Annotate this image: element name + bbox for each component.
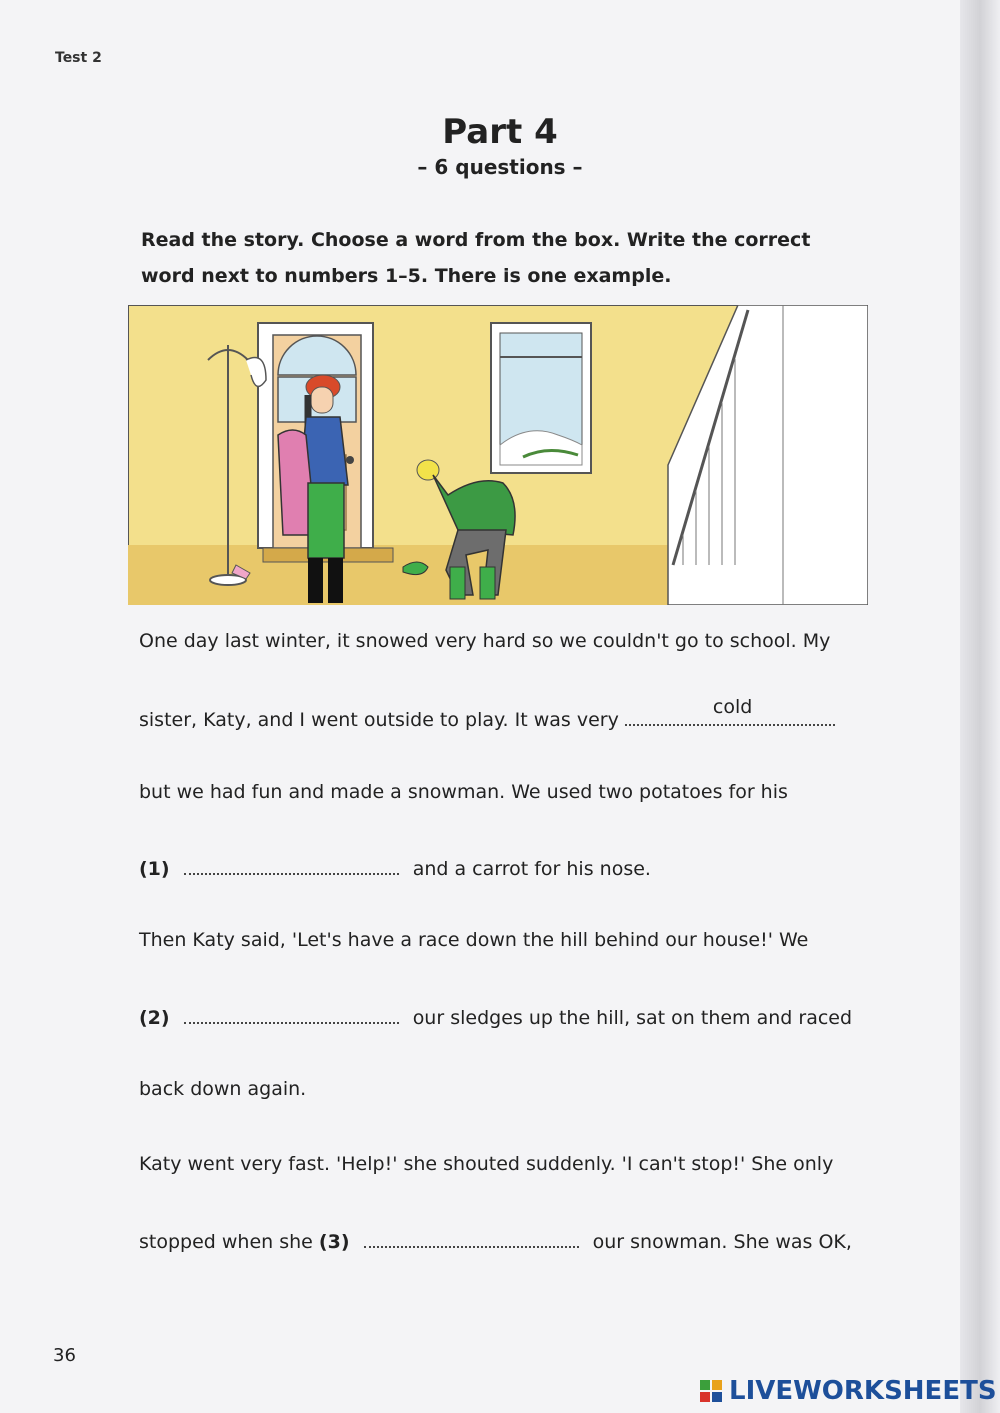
question-3-text-after: our snowman. She was OK,	[592, 1231, 852, 1253]
story-line-8: Katy went very fast. 'Help!' she shouted suddenly. 'I can't stop!' She only	[139, 1153, 834, 1175]
example-blank	[625, 696, 835, 726]
question-2-text: our sledges up the hill, sat on them and raced	[412, 1007, 853, 1029]
question-2-number: (2)	[139, 1007, 170, 1029]
story-illustration	[128, 305, 868, 605]
liveworksheets-logo-icon	[700, 1380, 722, 1402]
question-1-answer-blank[interactable]	[184, 855, 399, 875]
question-3-text-before: stopped when she	[139, 1231, 313, 1253]
part-subtitle: – 6 questions –	[417, 155, 583, 179]
question-1-line	[139, 855, 859, 880]
question-2-answer-blank[interactable]	[184, 1004, 399, 1024]
question-1-text: and a carrot for his nose.	[412, 858, 651, 880]
liveworksheets-text: LIVEWORKSHEETS	[729, 1376, 997, 1406]
question-3-answer-blank[interactable]	[364, 1228, 579, 1248]
liveworksheets-watermark	[700, 1376, 997, 1406]
story-line-2	[139, 696, 859, 731]
book-spine-shadow	[960, 0, 1000, 1413]
question-1-number: (1)	[139, 858, 170, 880]
question-3-number: (3)	[318, 1231, 350, 1253]
example-answer: cold	[712, 696, 753, 718]
question-2-line	[139, 1004, 859, 1029]
story-line-3: but we had fun and made a snowman. We used two potatoes for his	[139, 781, 788, 803]
question-3-line	[139, 1228, 859, 1253]
part-title: Part 4	[442, 112, 558, 152]
test-label: Test 2	[55, 50, 102, 66]
door-knob	[346, 456, 354, 464]
instructions: Read the story. Choose a word from the box. Write the correct word next to numbers 1–5. There is one example.	[141, 229, 811, 287]
story-line-5: Then Katy said, 'Let's have a race down the hill behind our house!' We	[139, 929, 809, 951]
story-line-2-text: sister, Katy, and I went outside to play. It was very	[139, 709, 619, 731]
page-number: 36	[53, 1345, 76, 1366]
story-line-1: One day last winter, it snowed very hard so we couldn't go to school. My	[139, 630, 831, 652]
story-line-7: back down again.	[139, 1078, 307, 1100]
